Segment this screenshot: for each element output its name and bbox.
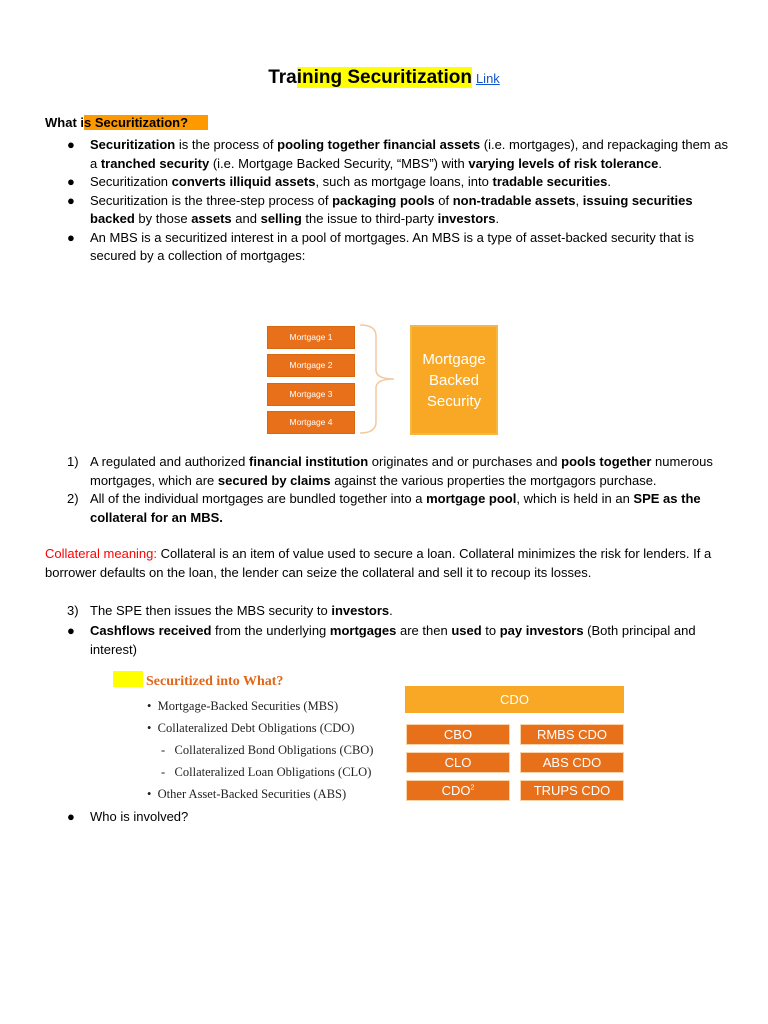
securitized-into-what-panel [113,671,388,806]
text-segment: . [658,155,663,171]
text-segment: mortgage pool [426,491,517,506]
text-segment: financial institution [249,454,369,469]
text-segment: numerous mortgages, which are [90,454,713,488]
mortgage-pool-diagram [264,322,504,438]
text-segment: Securitization is the three-step process of [90,192,333,208]
bullet-item [45,173,735,192]
text-segment: the issue to third-party [301,211,438,226]
title-part-1: Tra [268,67,297,88]
bullet-item [45,136,735,173]
text-segment: packaging pools [332,192,435,208]
list-marker: ● [67,809,75,824]
securitized-title: Securitized into What? [146,674,284,689]
securitized-subitem [161,763,371,782]
text-segment: to [481,623,500,638]
text-segment: . [389,603,393,618]
text-segment: by those [134,211,192,226]
text-segment: A regulated and authorized [90,454,250,469]
text-segment: pooling together financial assets [277,137,481,152]
cdo-type-box [407,781,509,800]
text-segment: The SPE then issues the MBS security to [90,603,332,618]
numbered-step [45,453,735,490]
text-segment: varying levels of risk tolerance [468,155,659,171]
text-segment: assets [191,211,232,226]
bullet-item [45,808,735,827]
text-segment: selling [260,211,302,226]
heading-part-2-highlighted: s Securitization? [84,115,208,130]
dash-marker: - [161,743,166,757]
list-marker: 2) [67,491,79,506]
list-marker: ● [67,623,75,638]
section-heading [45,114,208,133]
collateral-text: Collateral is an item of value used to secure a loan. Collateral minimizes the risk for lenders. If a borrower defaults on the loan, the lender can seize the collateral and sell it to recoup its losses. [45,546,712,580]
mortgage-box: Mortgage 2 [267,354,355,377]
list-marker: ● [67,174,75,189]
text-segment: secured by claims [217,472,331,488]
securitized-item-text: Collateralized Loan Obligations (CLO) [174,765,372,779]
securitized-subitem [161,741,373,760]
mortgage-box: Mortgage 3 [267,383,355,406]
bullet-marker: • [147,787,152,801]
cdo-type-box: ABS CDO [521,753,623,772]
text-segment: All of the individual mortgages are bundled together into a [90,491,427,506]
text-segment: . [495,211,500,226]
definition-bullet-list [45,136,735,266]
mortgage-box: Mortgage 1 [267,326,355,349]
numbered-step [45,602,735,621]
bullet-item [45,192,735,229]
text-segment: tradable securities [492,174,608,189]
cdo-type-box: TRUPS CDO [521,781,623,800]
text-segment: . [607,174,611,189]
text-segment: used [451,623,482,638]
cdo-type-box: CLO [407,753,509,772]
cashflow-bullet-list [45,622,735,659]
securitized-item-text: Mortgage-Backed Securities (MBS) [157,699,339,713]
list-marker: ● [67,192,75,208]
text-segment: pay investors [499,623,584,638]
text-segment: (Both principal and interest) [90,623,696,657]
text-segment: non-tradable assets [452,192,576,208]
securitized-item [147,785,346,804]
cdo-type-box: RMBS CDO [521,725,623,744]
text-segment: pools together [561,454,652,469]
text-segment: investors [331,603,390,618]
bullet-item [45,229,735,266]
securitized-item-text: Other Asset-Backed Securities (ABS) [157,787,347,801]
text-segment: , such as mortgage loans, into [315,174,493,189]
title-part-2-highlighted: ining Securitization [296,67,472,88]
process-step-3-list [45,602,735,621]
bullet-marker: • [147,721,152,735]
text-segment: tranched security [100,155,210,171]
text-segment: (i.e. Mortgage Backed Security, “MBS”) with [209,155,469,171]
text-segment: against the various properties the mortgagors purchase. [330,472,657,488]
involved-bullet-list [45,808,735,827]
text-segment: Cashflows received [90,623,212,638]
mortgage-box: Mortgage 4 [267,411,355,434]
numbered-step [45,490,735,527]
text-segment: are then [396,623,452,638]
process-steps-list [45,453,735,527]
list-marker: 3) [67,603,79,618]
heading-part-1: What i [45,115,84,130]
text-segment: , which is held in an [516,491,634,506]
securitized-item [147,697,338,716]
cdo-type-box: CBO [407,725,509,744]
text-segment: and [231,211,261,226]
securitized-item [147,719,354,738]
collateral-paragraph [45,545,735,582]
title-link[interactable]: Link [475,71,500,86]
cdo-header-box: CDO [405,686,624,713]
text-segment: of [434,192,453,208]
text-segment: An MBS is a securitized interest in a pool of mortgages. An MBS is a type of asset-backed security that is secured by a collection of mortgages: [90,229,695,263]
securitized-item-text: Collateralized Bond Obligations (CBO) [174,743,374,757]
bullet-marker: • [147,699,152,713]
list-marker: 1) [67,454,79,469]
yellow-highlight-mark [113,671,143,687]
text-segment: Securitization [90,137,176,152]
text-segment: Who is involved? [90,809,189,824]
text-segment: investors [437,211,496,226]
text-segment: , [575,192,583,208]
mbs-result-box: Mortgage Backed Security [410,325,498,435]
text-segment: (i.e. mortgages), and repackaging them as a [90,137,728,171]
text-segment: SPE as the collateral for an MBS. [90,491,701,525]
collateral-label: Collateral meaning: [45,546,158,561]
text-segment: mortgages [329,623,397,638]
list-marker: ● [67,229,75,245]
bullet-item [45,622,735,659]
dash-marker: - [161,765,166,779]
text-segment: from the underlying [211,623,330,638]
cdo-types-diagram [405,686,627,804]
text-segment: Securitization [90,174,172,189]
document-title [0,66,768,90]
text-segment: converts illiquid assets [171,174,316,189]
text-segment: is the process of [175,137,278,152]
securitized-item-text: Collateralized Debt Obligations (CDO) [157,721,355,735]
curly-brace-icon [358,322,408,438]
title-text [268,67,472,88]
cdo-squared-label: CDO [441,783,471,798]
cdo-squared-superscript: 2 [470,784,475,792]
text-segment: issuing securities backed [90,192,693,226]
list-marker: ● [67,137,75,152]
text-segment: originates and or purchases and [368,454,562,469]
